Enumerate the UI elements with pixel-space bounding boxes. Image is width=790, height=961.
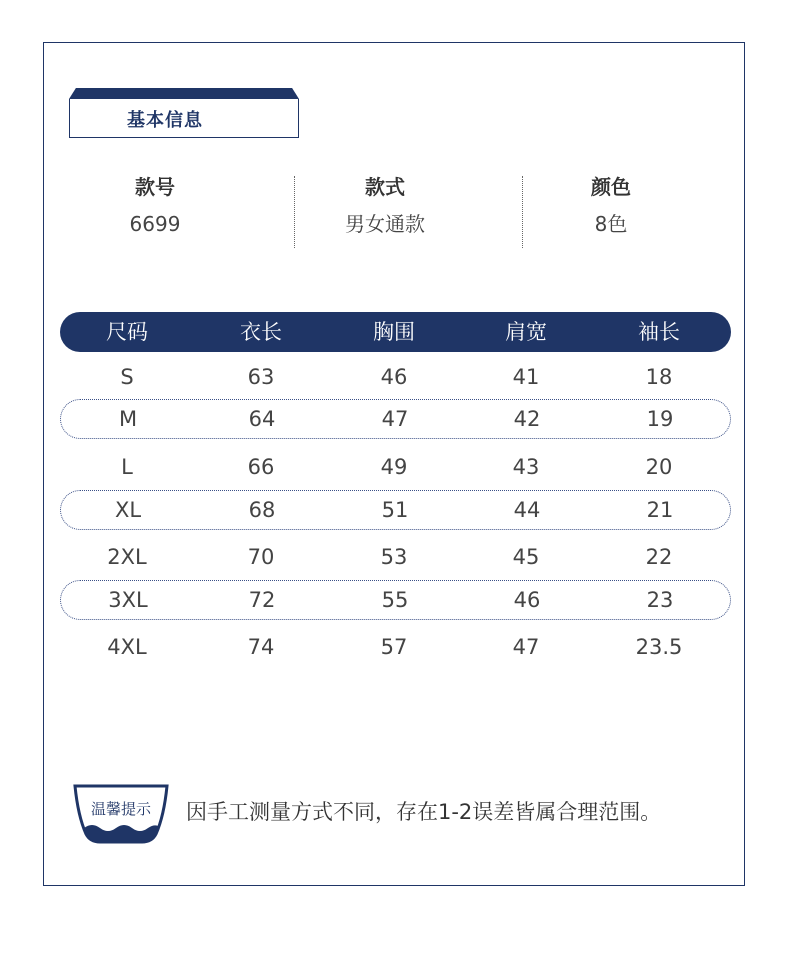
table-row (60, 490, 731, 530)
info-value: 男女通款 (345, 212, 425, 236)
cell-size: S (120, 365, 134, 389)
cell-chest: 47 (381, 407, 409, 431)
cell-shoulder: 43 (512, 455, 540, 479)
section-title: 基本信息 (127, 110, 203, 131)
info-value: 6699 (129, 212, 181, 236)
basic-info (43, 170, 745, 250)
cell-length: 64 (248, 407, 276, 431)
cell-size: 4XL (107, 635, 147, 659)
header-sleeve: 袖长 (638, 320, 680, 344)
cell-chest: 51 (381, 498, 409, 522)
cell-sleeve: 18 (645, 365, 673, 389)
cell-length: 72 (248, 588, 276, 612)
cell-size: XL (114, 498, 142, 522)
cell-chest: 46 (380, 365, 408, 389)
header-length: 衣长 (240, 320, 282, 344)
cell-sleeve: 23.5 (635, 635, 683, 659)
cell-shoulder: 45 (512, 545, 540, 569)
cell-shoulder: 46 (513, 588, 541, 612)
cell-length: 68 (248, 498, 276, 522)
header-shoulder: 肩宽 (505, 320, 547, 344)
cell-length: 70 (247, 545, 275, 569)
table-row (60, 399, 731, 439)
info-label: 颜色 (591, 175, 631, 199)
cell-chest: 49 (380, 455, 408, 479)
tip-text: 因手工测量方式不同，存在1-2误差皆属合理范围。 (186, 800, 662, 824)
cell-sleeve: 22 (645, 545, 673, 569)
cell-sleeve: 20 (645, 455, 673, 479)
cell-shoulder: 42 (513, 407, 541, 431)
cell-size: 2XL (107, 545, 147, 569)
section-header (69, 88, 299, 138)
section-header-cap (69, 88, 299, 99)
cell-size: 3XL (108, 588, 148, 612)
cell-length: 66 (247, 455, 275, 479)
cell-shoulder: 47 (512, 635, 540, 659)
info-style-type (295, 170, 475, 244)
cell-size: L (121, 455, 133, 479)
cell-length: 63 (247, 365, 275, 389)
cell-chest: 55 (381, 588, 409, 612)
info-value: 8色 (594, 212, 628, 236)
cell-chest: 57 (380, 635, 408, 659)
info-label: 款式 (365, 175, 405, 199)
cell-length: 74 (247, 635, 275, 659)
table-row (60, 537, 731, 577)
tip-badge (72, 784, 170, 846)
info-style-number (65, 170, 245, 244)
cell-shoulder: 44 (513, 498, 541, 522)
cell-sleeve: 21 (646, 498, 674, 522)
cell-size: M (118, 407, 138, 431)
cell-sleeve: 19 (646, 407, 674, 431)
size-table-header (60, 312, 731, 352)
table-row (60, 627, 731, 667)
table-row (60, 447, 731, 487)
table-row (60, 580, 731, 620)
header-size: 尺码 (106, 320, 148, 344)
header-chest: 胸围 (373, 320, 415, 344)
cell-sleeve: 23 (646, 588, 674, 612)
info-label: 款号 (135, 175, 175, 199)
info-color (521, 170, 701, 244)
cell-shoulder: 41 (512, 365, 540, 389)
tip-badge-label: 温馨提示 (90, 800, 152, 818)
cell-chest: 53 (380, 545, 408, 569)
table-row (60, 357, 731, 397)
